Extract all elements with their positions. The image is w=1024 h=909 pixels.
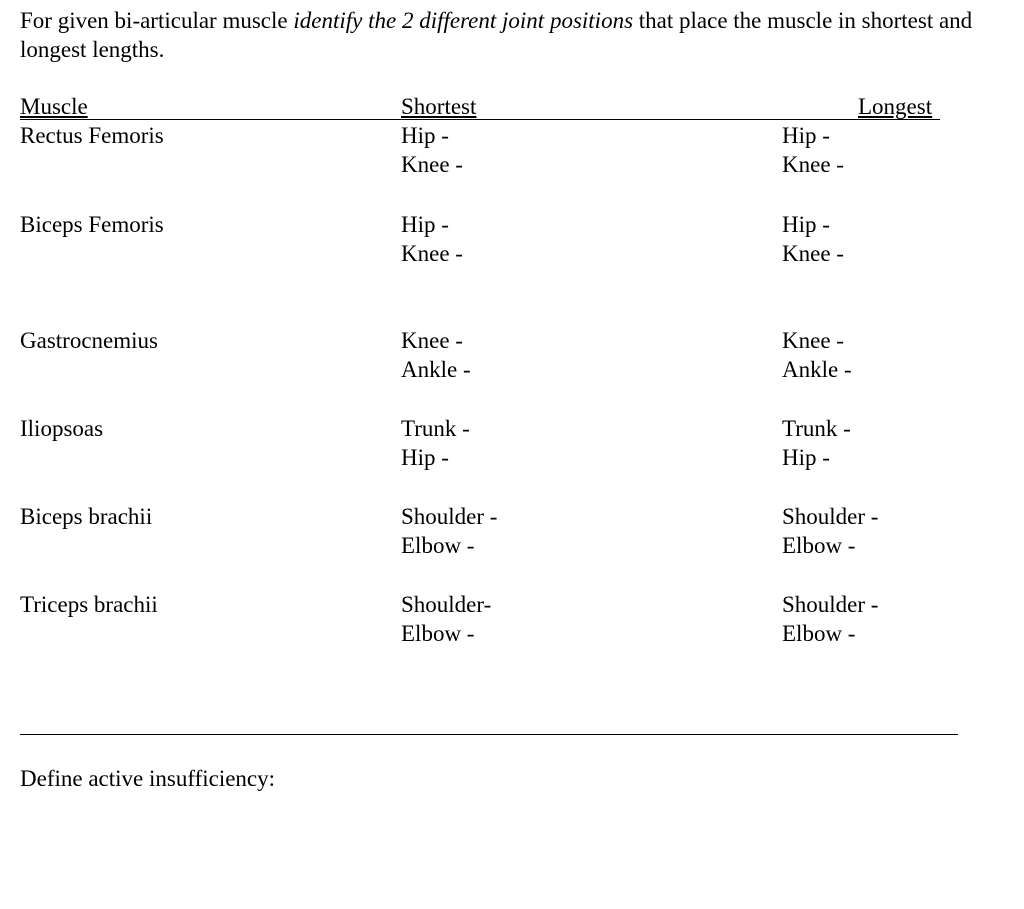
question-prompt: Define active insufficiency: (20, 766, 276, 791)
shortest-joint-1: Shoulder- (401, 592, 492, 617)
longest-joint-2: Knee - (782, 241, 844, 266)
muscle-name: Triceps brachii (20, 592, 158, 617)
longest-joint-1: Shoulder - (782, 592, 879, 617)
shortest-joint-1: Shoulder - (401, 504, 498, 529)
column-header-longest: Longest (858, 94, 933, 119)
shortest-joint-2: Hip - (401, 445, 449, 470)
header-rule (20, 119, 940, 120)
shortest-joint-2: Knee - (401, 152, 463, 177)
muscle-name: Biceps brachii (20, 504, 153, 529)
longest-joint-2: Ankle - (782, 357, 852, 382)
shortest-joint-2: Elbow - (401, 533, 475, 558)
muscle-name: Gastrocnemius (20, 328, 158, 353)
shortest-joint-2: Elbow - (401, 621, 475, 646)
shortest-joint-1: Knee - (401, 328, 463, 353)
instructions-text-part1: For given bi-articular muscle (20, 8, 294, 33)
instructions-text-part2: that place the muscle in shortest and longest lengths. (20, 8, 973, 62)
longest-joint-1: Trunk - (782, 416, 851, 441)
longest-joint-2: Elbow - (782, 621, 856, 646)
longest-joint-2: Elbow - (782, 533, 856, 558)
longest-joint-1: Knee - (782, 328, 844, 353)
instructions-paragraph (20, 6, 980, 64)
shortest-joint-1: Hip - (401, 212, 449, 237)
longest-joint-1: Hip - (782, 212, 830, 237)
column-header-muscle: Muscle (20, 94, 88, 119)
shortest-joint-2: Ankle - (401, 357, 471, 382)
longest-joint-1: Hip - (782, 123, 830, 148)
muscle-name: Biceps Femoris (20, 212, 164, 237)
shortest-joint-1: Hip - (401, 123, 449, 148)
shortest-joint-1: Trunk - (401, 416, 470, 441)
section-divider (20, 734, 958, 735)
muscle-name: Rectus Femoris (20, 123, 164, 148)
longest-joint-2: Knee - (782, 152, 844, 177)
instructions-emphasis: identify the 2 different joint positions (293, 8, 634, 33)
shortest-joint-2: Knee - (401, 241, 463, 266)
column-header-shortest: Shortest (401, 94, 477, 119)
longest-joint-2: Hip - (782, 445, 830, 470)
muscle-name: Iliopsoas (20, 416, 104, 441)
longest-joint-1: Shoulder - (782, 504, 879, 529)
